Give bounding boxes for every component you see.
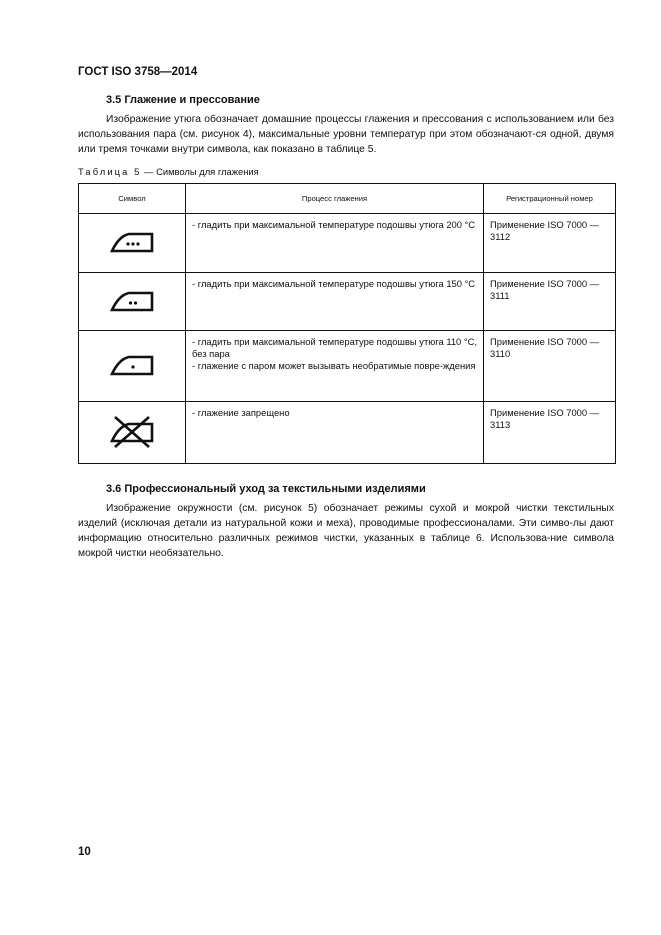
process-line: - гладить при максимальной температуре подошвы утюга 110 °С, без пара	[192, 336, 477, 359]
table-5-caption	[78, 166, 259, 177]
process-cell	[186, 331, 484, 402]
iron-two-dots-icon	[109, 289, 155, 313]
registration-cell	[484, 214, 616, 273]
process-line: - гладить при максимальной температуре подошвы утюга 200 °С	[192, 219, 476, 230]
page-number: 10	[78, 846, 91, 858]
process-cell	[186, 402, 484, 464]
section-3-5-heading: 3.5 Глажение и прессование	[106, 94, 260, 106]
process-cell	[186, 273, 484, 331]
symbol-cell	[79, 402, 186, 464]
symbol-cell	[79, 331, 186, 402]
registration-number: 3112	[490, 231, 511, 242]
registration-line: Применение ISO 7000 —	[490, 278, 600, 289]
process-line: - гладить при максимальной температуре подошвы утюга 150 °С	[192, 278, 476, 289]
table-row	[79, 214, 616, 273]
ironing-symbols-table	[78, 183, 616, 464]
registration-cell	[484, 331, 616, 402]
registration-number: 3110	[490, 348, 511, 359]
registration-line: Применение ISO 7000 —	[490, 219, 600, 230]
registration-line: Применение ISO 7000 —	[490, 407, 600, 418]
registration-number: 3111	[490, 290, 510, 301]
header-process: Процесс глажения	[186, 184, 484, 214]
table-row	[79, 273, 616, 331]
table-row	[79, 331, 616, 402]
symbol-cell	[79, 273, 186, 331]
registration-cell	[484, 273, 616, 331]
iron-crossed-out-icon	[109, 414, 155, 450]
table-row	[79, 402, 616, 464]
registration-line: Применение ISO 7000 —	[490, 336, 600, 347]
process-line: - глажение запрещено	[192, 407, 290, 418]
symbol-cell	[79, 214, 186, 273]
section-3-5-paragraph: Изображение утюга обозначает домашние процессы глажения и прессования с использованием или без использования пара (см. рисунок 4), максимальные уровни температур при этом обозначают-ся одной, двумя или тремя точками внутри символа, как показано в таблице 5.	[78, 114, 614, 155]
registration-number: 3113	[490, 419, 511, 430]
page-header-title: ГОСТ ISO 3758—2014	[78, 66, 198, 78]
table-5-caption-prefix: Таблица 5	[78, 166, 142, 177]
header-registration: Регистрационный номер	[484, 184, 616, 214]
registration-cell	[484, 402, 616, 464]
iron-one-dot-icon	[109, 353, 155, 377]
section-3-6-heading: 3.6 Профессиональный уход за текстильными изделиями	[106, 483, 426, 495]
table-header-row	[79, 184, 616, 214]
header-symbol: Символ	[79, 184, 186, 214]
section-3-6-paragraph: Изображение окружности (см. рисунок 5) обозначает режимы сухой и мокрой чистки текстильных изделий (исключая детали из натуральной кожи и меха), проводимые профессионалами. Эти симво-лы дают информацию относительно различных режимов чистки, указанных в таблице 6. Использова-ние символа мокрой чистки необязательно.	[78, 503, 614, 559]
iron-three-dots-icon	[109, 230, 155, 254]
process-cell	[186, 214, 484, 273]
process-line: - глажение с паром может вызывать необратимые повре-ждения	[192, 360, 476, 371]
table-5-caption-text: — Символы для глажения	[144, 166, 259, 177]
